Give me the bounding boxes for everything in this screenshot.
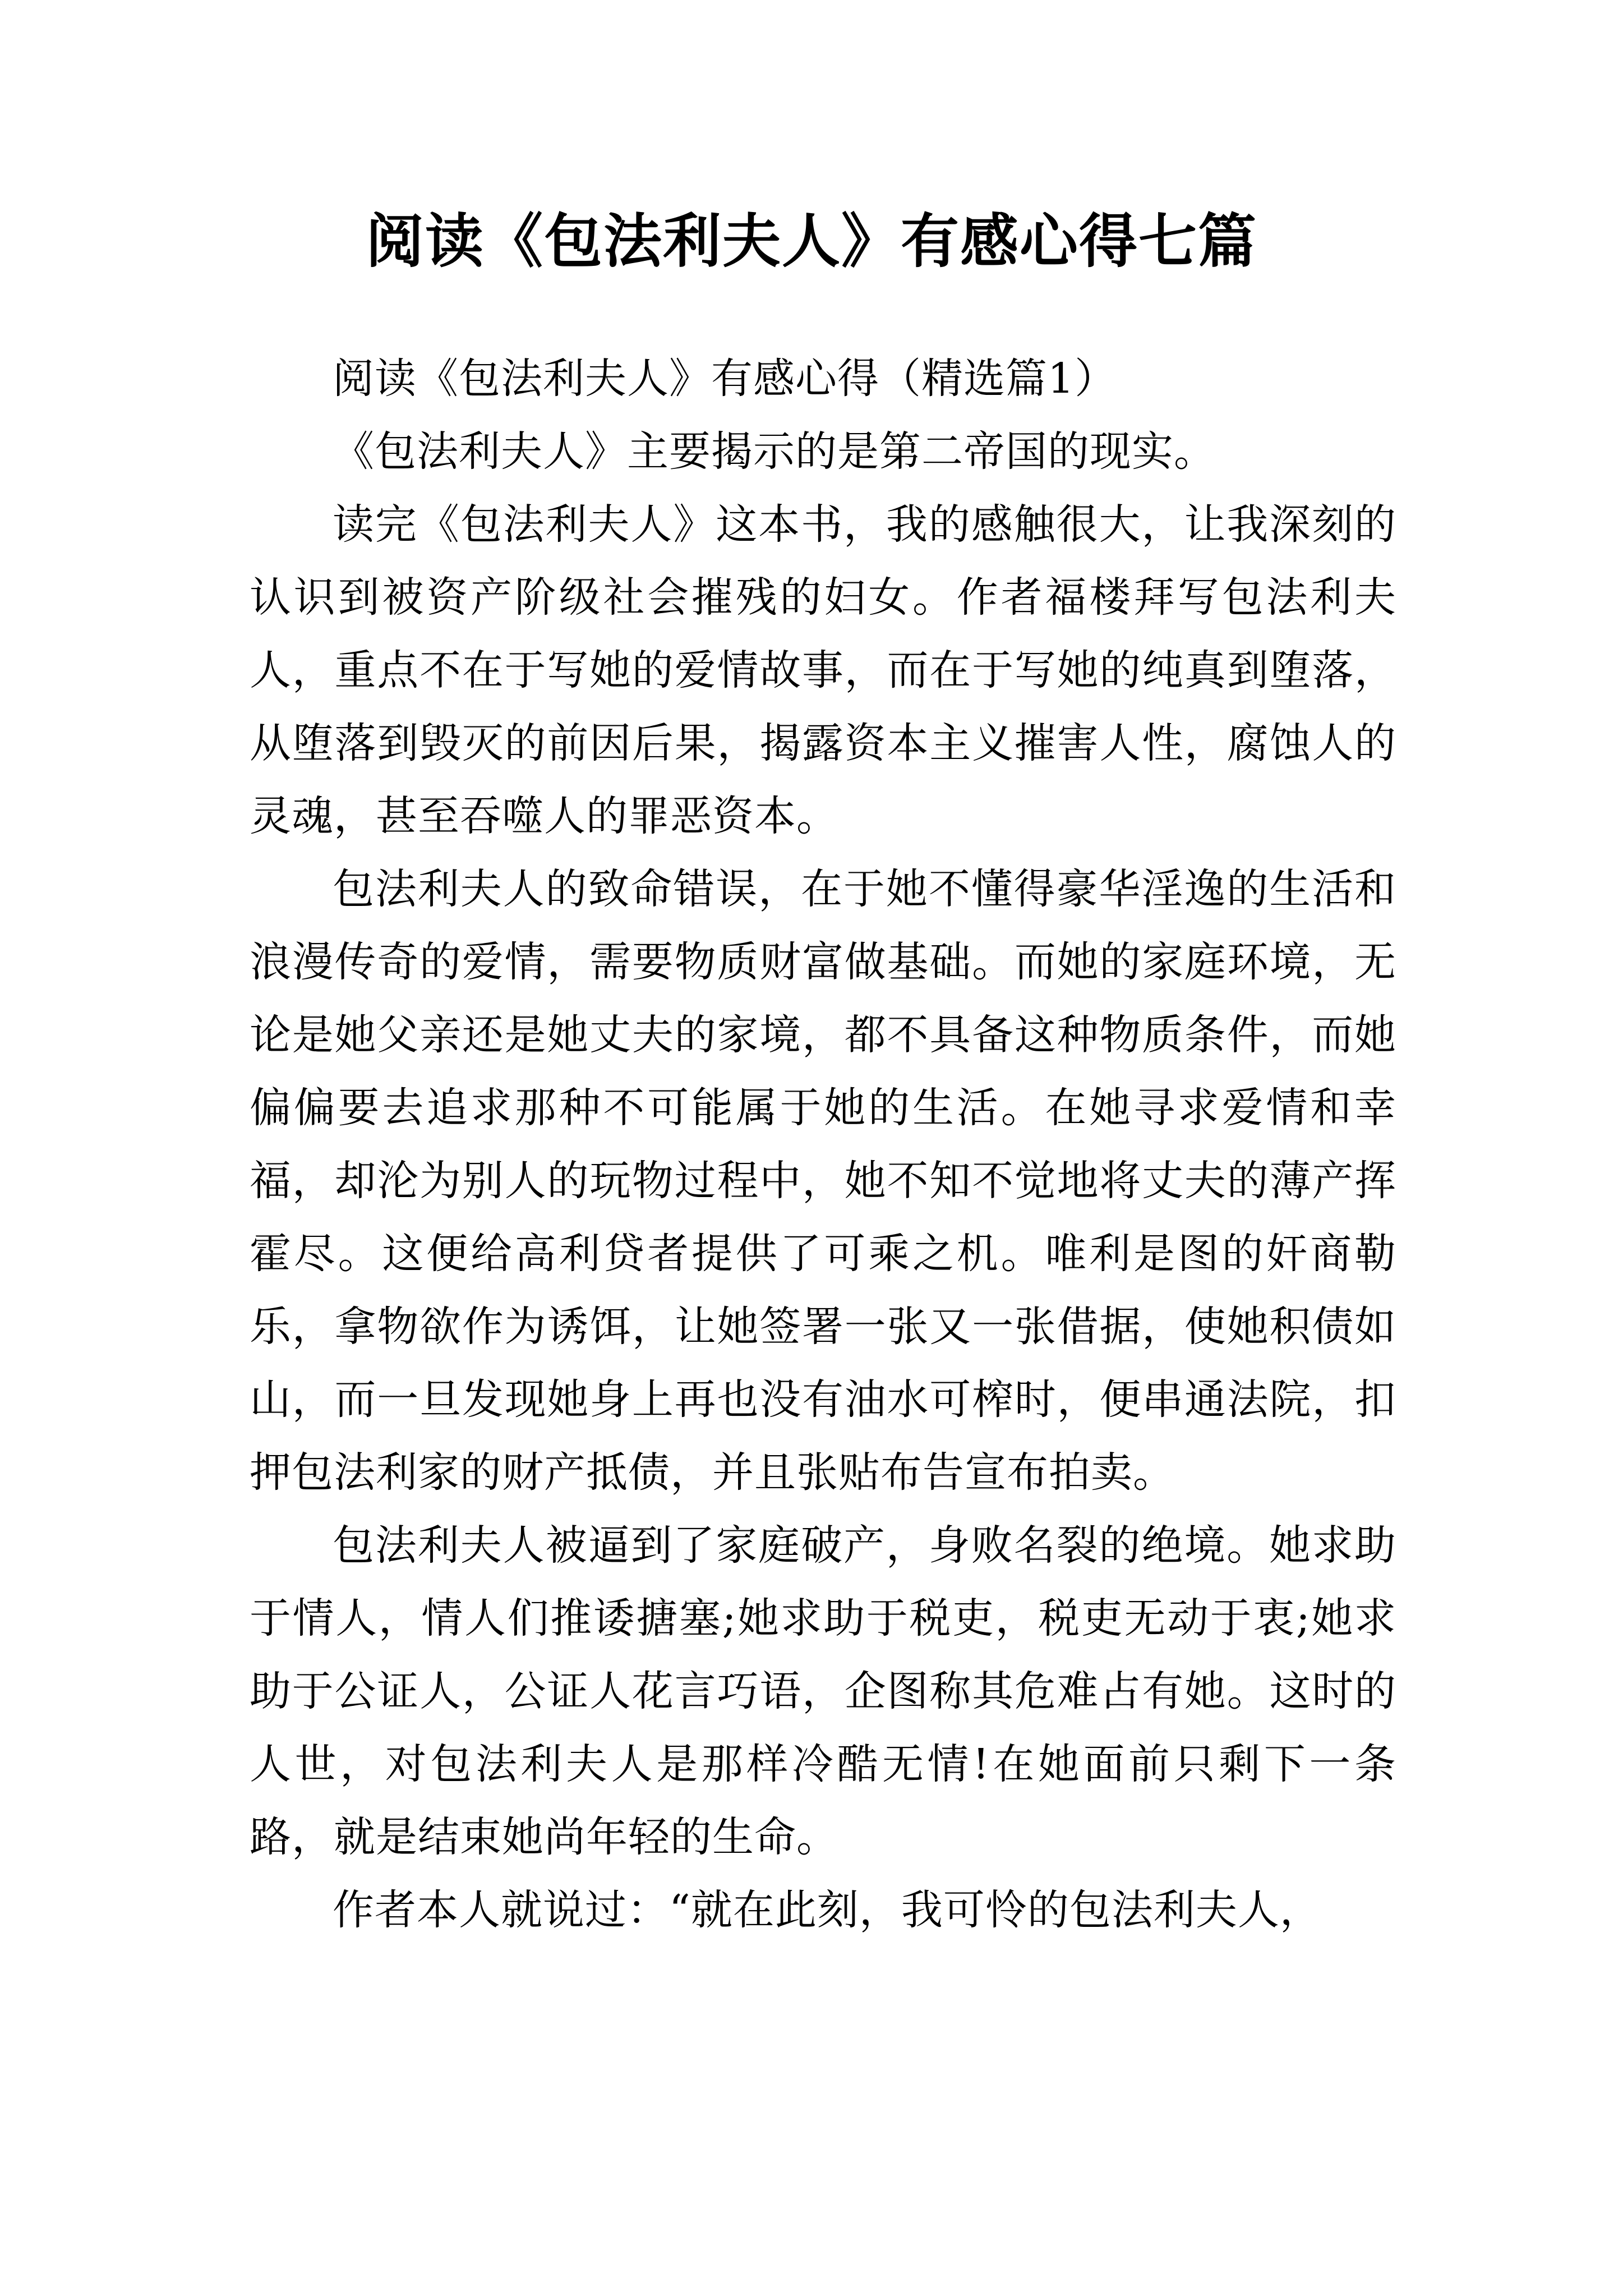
paragraph: 读完《包法利夫人》这本书，我的感触很大，让我深刻的认识到被资产阶级社会摧残的妇女。作者福楼拜写包法利夫人，重点不在于写她的爱情故事，而在于写她的纯真到堕落，从堕落到毁灭的前因后果，揭露资本主义摧害人性，腐蚀人的灵魂，甚至吞噬人的罪恶资本。: [250, 500, 1396, 840]
paragraph: 作者本人就说过：“就在此刻，我可怜的包法利夫人，: [333, 1886, 1322, 1934]
paragraph: 包法利夫人的致命错误，在于她不懂得豪华淫逸的生活和浪漫传奇的爱情，需要物质财富做基础。而她的家庭环境，无论是她父亲还是她丈夫的家境，都不具备这种物质条件，而她偏偏要去追求那种不可能属于她的生活。在她寻求爱情和幸福，却沦为别人的玩物过程中，她不知不觉地将丈夫的薄产挥霍尽。这便给高利贷者提供了可乘之机。唯利是图的奸商勒乐，拿物欲作为诱饵，让她签署一张又一张借据，使她积债如山，而一旦发现她身上再也没有油水可榨时，便串通法院，扣押包法利家的财产抵债，并且张贴布告宣布拍卖。: [250, 865, 1396, 1497]
paragraph: 《包法利夫人》主要揭示的是第二帝国的现实。: [333, 427, 1216, 476]
document-title: 阅读《包法利夫人》有感心得七篇: [365, 206, 1257, 275]
paragraph: 包法利夫人被逼到了家庭破产，身败名裂的绝境。她求助于情人，情人们推诿搪塞;她求助于税吏，税吏无动于衷;她求助于公证人，公证人花言巧语，企图称其危难占有她。这时的人世，对包法利夫人是那样冷酷无情!在她面前只剩下一条路，就是结束她尚年轻的生命。: [250, 1521, 1396, 1861]
section-heading: 阅读《包法利夫人》有感心得（精选篇1）: [333, 355, 1117, 403]
document-body: [250, 342, 1396, 1947]
